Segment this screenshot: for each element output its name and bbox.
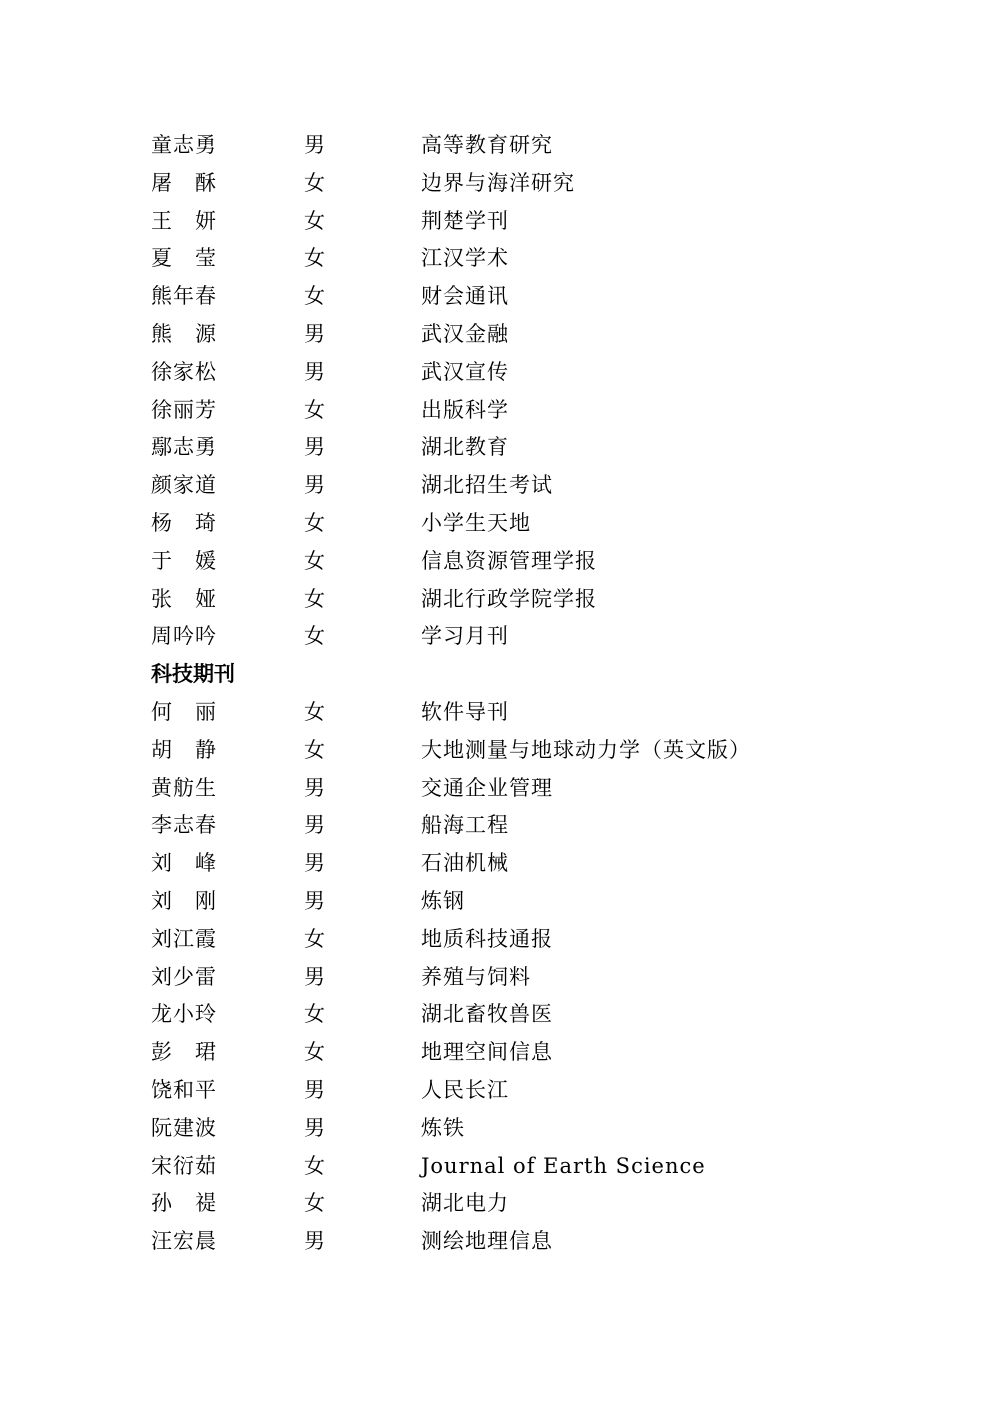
journal-title: 软件导刊 [421,699,509,724]
person-name: 熊年春 [151,284,217,309]
person-gender: 女 [304,510,325,535]
person-name: 刘少雷 [151,964,217,989]
person-name: 周吟吟 [151,624,217,649]
person-name: 何 丽 [151,699,217,724]
person-name: 刘 峰 [151,851,217,876]
journal-title: 大地测量与地球动力学（英文版） [421,737,751,762]
journal-title: 小学生天地 [421,510,531,535]
list-item [151,165,851,203]
list-item [151,581,851,619]
list-item [151,845,851,883]
list-item [151,354,851,392]
list-item [151,316,851,354]
person-name: 龙小玲 [151,1002,217,1027]
list-item [151,996,851,1034]
list-item [151,807,851,845]
journal-title: 地理空间信息 [421,1040,553,1065]
list-item [151,467,851,505]
list-item [151,1148,851,1186]
person-name: 李志春 [151,813,217,838]
person-name: 宋衍茹 [151,1153,217,1178]
person-name: 熊 源 [151,321,217,346]
list-item [151,1185,851,1223]
person-gender: 男 [304,888,325,913]
person-name: 刘江霞 [151,926,217,951]
person-name: 刘 刚 [151,888,217,913]
journal-title: 地质科技通报 [421,926,553,951]
person-gender: 女 [304,1191,325,1216]
list-item [151,429,851,467]
journal-title: 炼钢 [421,888,465,913]
list-item [151,240,851,278]
person-name: 张 娅 [151,586,217,611]
person-gender: 男 [304,133,325,157]
journal-title: 测绘地理信息 [421,1229,553,1254]
sci-tech-journals-group [151,694,851,1261]
journal-title: 荆楚学刊 [421,208,509,233]
journal-title: 边界与海洋研究 [421,170,575,195]
person-name: 屠 酥 [151,170,217,195]
person-name: 童志勇 [151,133,217,157]
person-name: 夏 莹 [151,246,217,271]
staff-list [151,127,851,1261]
person-name: 王 妍 [151,208,217,233]
person-gender: 女 [304,699,325,724]
journal-title: 信息资源管理学报 [421,548,597,573]
person-gender: 男 [304,851,325,876]
person-gender: 女 [304,246,325,271]
journal-title: 湖北教育 [421,435,509,460]
list-item [151,694,851,732]
person-gender: 女 [304,624,325,649]
journal-title: 湖北电力 [421,1191,509,1216]
list-item [151,1223,851,1261]
journal-title: 养殖与饲料 [421,964,531,989]
journal-title: 船海工程 [421,813,509,838]
list-item [151,203,851,241]
list-item [151,1110,851,1148]
journal-title: 出版科学 [421,397,509,422]
person-gender: 男 [304,321,325,346]
journal-title: 财会通讯 [421,284,509,309]
person-name: 饶和平 [151,1077,217,1102]
social-science-journals-group [151,127,851,656]
person-name: 颜家道 [151,473,217,498]
journal-title: 炼铁 [421,1115,465,1140]
section-heading-sci-tech-journals: 科技期刊 [151,662,235,687]
person-gender: 女 [304,284,325,309]
list-item [151,278,851,316]
person-gender: 女 [304,926,325,951]
list-item [151,1072,851,1110]
list-item [151,618,851,656]
journal-title: 人民长江 [421,1077,509,1102]
person-name: 胡 静 [151,737,217,762]
person-gender: 女 [304,737,325,762]
journal-title: 湖北招生考试 [421,473,553,498]
person-gender: 女 [304,170,325,195]
person-gender: 女 [304,586,325,611]
journal-title: 高等教育研究 [421,133,553,157]
list-item [151,883,851,921]
journal-title: 武汉金融 [421,321,509,346]
list-item [151,392,851,430]
person-name: 黄舫生 [151,775,217,800]
person-gender: 男 [304,964,325,989]
person-gender: 男 [304,1115,325,1140]
person-gender: 男 [304,1229,325,1254]
person-name: 徐丽芳 [151,397,217,422]
list-item [151,1034,851,1072]
person-name: 于 媛 [151,548,217,573]
journal-title: 武汉宣传 [421,359,509,384]
person-gender: 男 [304,775,325,800]
person-name: 汪宏晨 [151,1229,217,1254]
journal-title: 江汉学术 [421,246,509,271]
person-gender: 女 [304,1153,325,1178]
list-item [151,959,851,997]
journal-title: 石油机械 [421,851,509,876]
person-gender: 女 [304,1040,325,1065]
person-name: 孙 禔 [151,1191,217,1216]
list-item [151,543,851,581]
person-gender: 男 [304,1077,325,1102]
person-gender: 女 [304,397,325,422]
person-gender: 女 [304,208,325,233]
person-gender: 男 [304,473,325,498]
list-item [151,505,851,543]
person-name: 彭 珺 [151,1040,217,1065]
list-item [151,921,851,959]
person-gender: 男 [304,435,325,460]
person-name: 阮建波 [151,1115,217,1140]
person-name: 徐家松 [151,359,217,384]
journal-title: 交通企业管理 [421,775,553,800]
journal-title: 湖北畜牧兽医 [421,1002,553,1027]
journal-title: Journal of Earth Science [421,1153,706,1178]
person-gender: 男 [304,813,325,838]
person-gender: 男 [304,359,325,384]
person-name: 鄢志勇 [151,435,217,460]
person-gender: 女 [304,1002,325,1027]
person-name: 杨 琦 [151,510,217,535]
list-item [151,127,851,165]
journal-title: 学习月刊 [421,624,509,649]
person-gender: 女 [304,548,325,573]
list-item [151,732,851,770]
journal-title: 湖北行政学院学报 [421,586,597,611]
list-item [151,770,851,808]
